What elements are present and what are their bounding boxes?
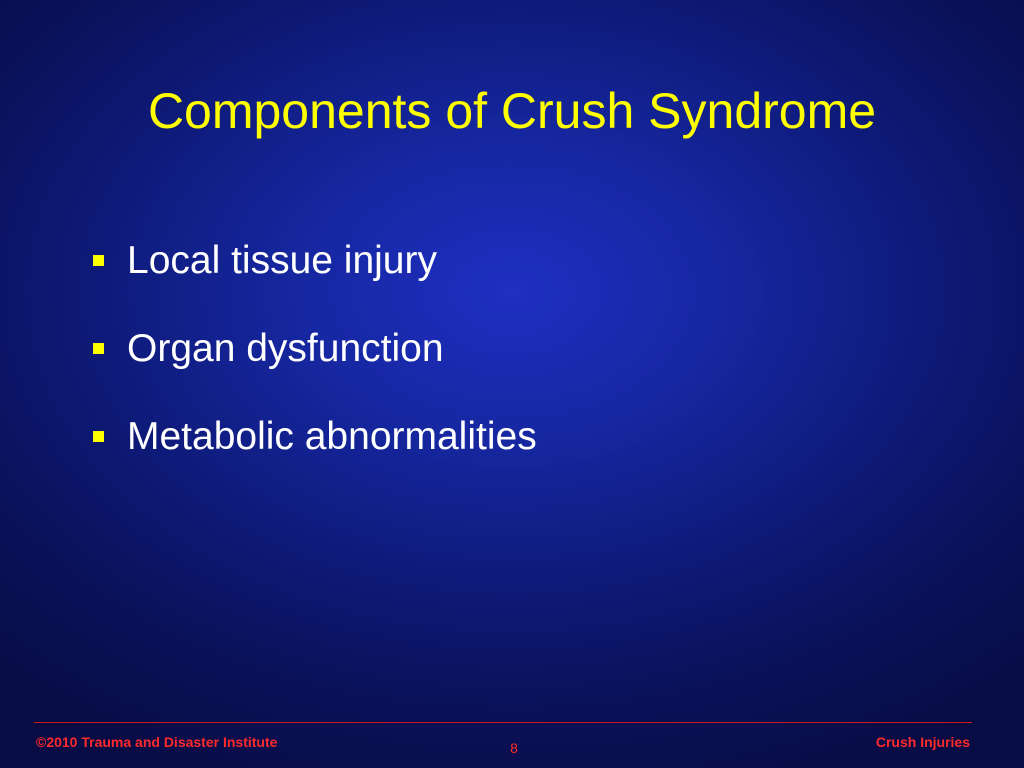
bullet-text: Metabolic abnormalities	[127, 415, 537, 458]
square-bullet-icon	[93, 431, 104, 442]
footer-divider	[34, 722, 972, 723]
footer-copyright: ©2010 Trauma and Disaster Institute	[36, 734, 278, 750]
square-bullet-icon	[93, 343, 104, 354]
square-bullet-icon	[93, 255, 104, 266]
slide-title: Components of Crush Syndrome	[147, 83, 877, 139]
bullet-text: Organ dysfunction	[127, 327, 444, 370]
bullet-text: Local tissue injury	[127, 239, 437, 282]
footer-topic: Crush Injuries	[875, 734, 970, 750]
page-number: 8	[510, 740, 518, 756]
